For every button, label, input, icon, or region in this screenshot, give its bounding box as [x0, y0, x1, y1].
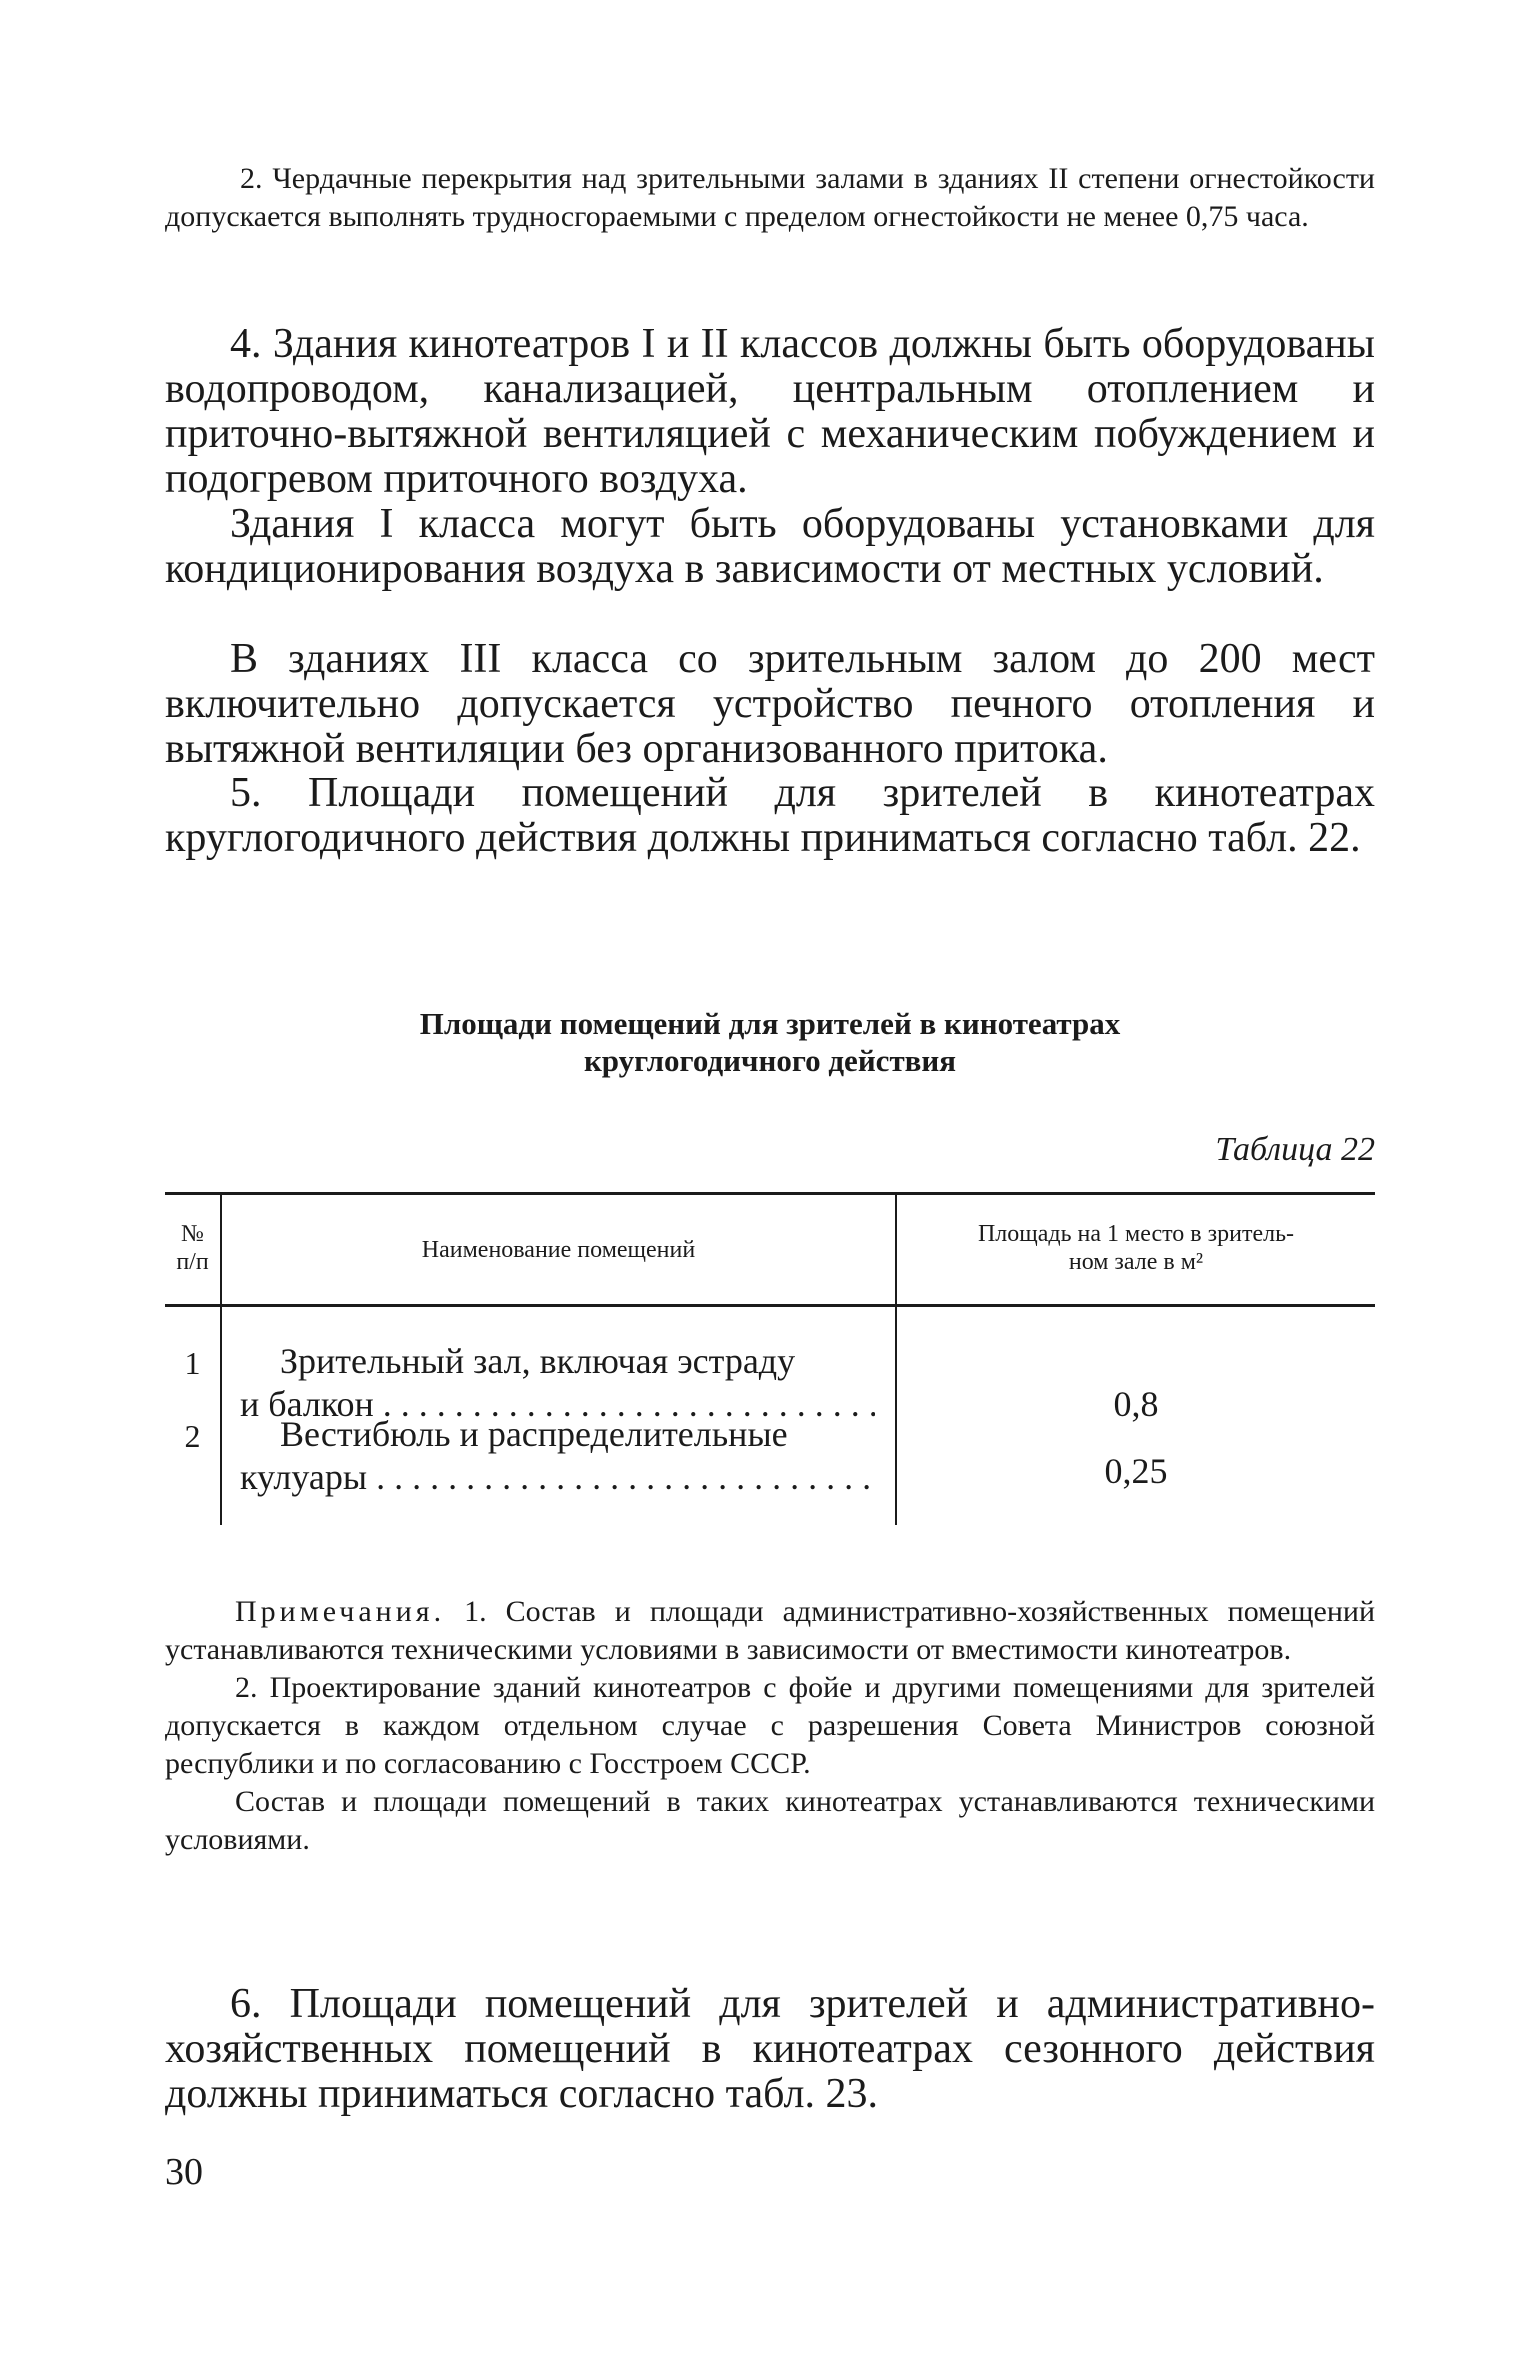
note-2: 2. Проектирование зданий кинотеатров с фойе и другими помещениями для зрителей допускается в каждом отдельном случае с разрешения Совета Министров союзной республики и по согласованию с Госстроем СССР.: [165, 1671, 1375, 1780]
header-number-line-1: №: [181, 1221, 204, 1247]
notes-section: [165, 1593, 1375, 1859]
paragraph-class-three: В зданиях III класса со зрительным залом до 200 мест включительно допускается устройство печного отопления и вытяжной вентиляции без организованного притока.: [165, 636, 1375, 772]
row-1-value: 0,8: [1113, 1384, 1159, 1424]
row-1-number: 1: [184, 1345, 201, 1381]
row-2-name: [240, 1413, 875, 1499]
row-2-number: 2: [184, 1418, 201, 1454]
paragraph-area-reference: 5. Площади помещений для зрителей в кинотеатрах круглогодичного действия должны приниматься согласно табл. 22.: [165, 770, 1375, 861]
table-title-line-1: Площади помещений для зрителей в кинотеатрах: [419, 1006, 1121, 1041]
paragraph-seasonal: 6. Площади помещений для зрителей и административно-хозяйственных помещений в кинотеатрах сезонного действия должны приниматься согласно табл. 23.: [165, 1981, 1375, 2117]
table-top-rule: [165, 1192, 1375, 1195]
paragraph-heating-ventilation: 4. Здания кинотеатров I и II классов должны быть оборудованы водопроводом, канализацией, центральным отоплением и приточно-вытяжной вентиляцией с механическим побуждением и подогревом приточного воздуха.: [165, 321, 1375, 502]
header-number-line-2: п/п: [176, 1249, 209, 1275]
note-1-text: 1. Состав и площади административно-хозяйственных помещений устанавливаются техническими условиями в зависимости от вместимости кинотеатров.: [165, 1595, 1376, 1666]
note-1: [165, 1593, 1375, 1669]
row-2-name-line-2: кулуары . . .: [240, 1456, 875, 1499]
header-number: [165, 1220, 220, 1276]
row-1-name-line-2: и балкон . . .: [240, 1383, 875, 1426]
header-area: [897, 1220, 1375, 1276]
row-1-name-line-1: Зрительный зал, включая эстраду: [280, 1341, 796, 1381]
row-2-name-line-1: Вестибюль и распределительные: [280, 1414, 788, 1454]
intro-paragraph: 2. Чердачные перекрытия над зрительными залами в зданиях II степени огнестойкости допускается выполнять трудносгораемыми с пределом огнестойкости не менее 0,75 часа.: [165, 162, 1375, 233]
header-name: Наименование помещений: [421, 1237, 696, 1263]
notes-label: Примечания.: [235, 1595, 446, 1628]
table-title: [165, 1005, 1375, 1079]
paragraph-air-conditioning: Здания I класса могут быть оборудованы установками для кондиционирования воздуха в зависимости от местных условий.: [165, 501, 1375, 592]
header-area-line-2: ном зале в м²: [1068, 1249, 1204, 1275]
table-title-line-2: круглогодичного действия: [583, 1043, 957, 1078]
header-area-line-1: Площадь на 1 место в зритель-: [977, 1221, 1295, 1247]
row-2-value: 0,25: [1104, 1451, 1168, 1491]
table-header-rule: [165, 1304, 1375, 1307]
table-caption: Таблица 22: [1215, 1131, 1375, 1168]
note-3: Состав и площади помещений в таких кинотеатрах устанавливаются техническими условиями.: [165, 1785, 1375, 1856]
page-number: 30: [165, 2151, 203, 2193]
